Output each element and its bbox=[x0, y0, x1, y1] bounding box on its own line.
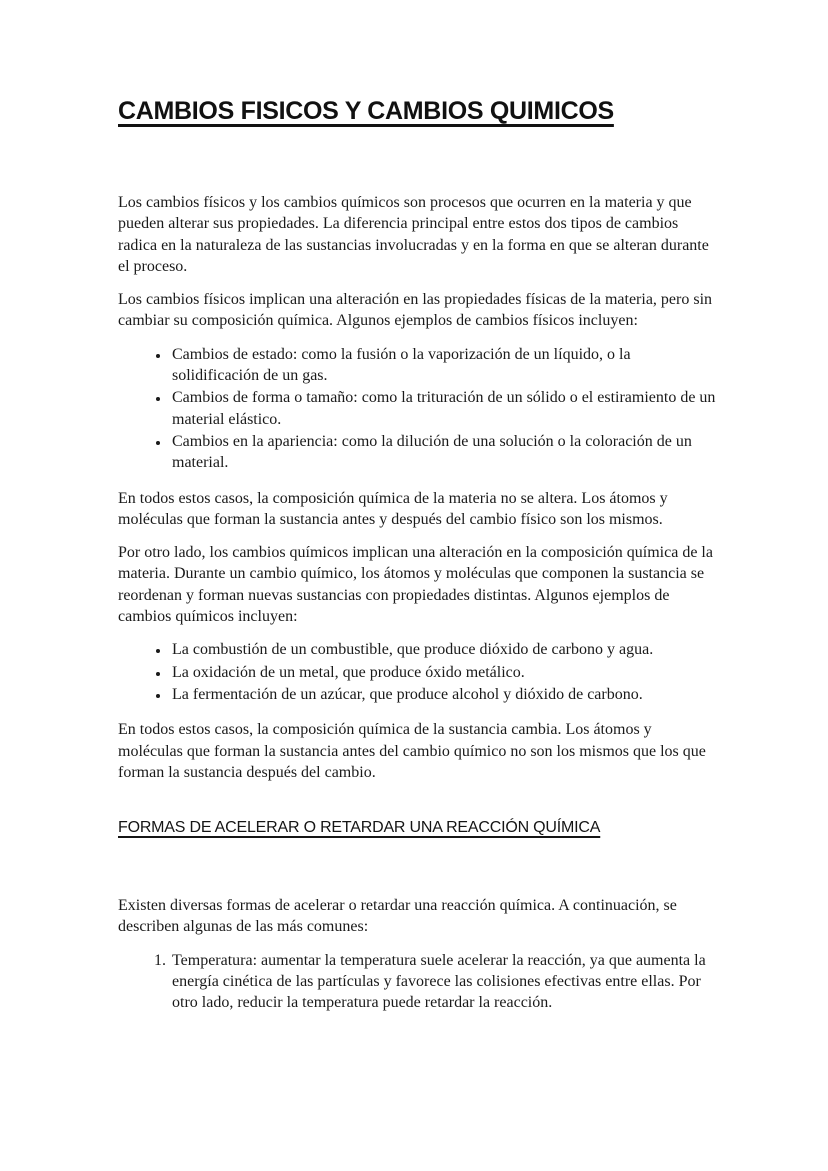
chemical-changes-paragraph: Por otro lado, los cambios químicos implican una alteración en la composición química de la materia. Durante un cambio químico, los átomos y moléculas que componen la sustancia se reordenan y forman nuevas sustancias con propiedades distintas. Algunos ejemplos de cambios químicos incluyen: bbox=[118, 544, 713, 626]
reaction-factors-list bbox=[118, 950, 716, 1014]
intro-paragraph: Los cambios físicos y los cambios químicos son procesos que ocurren en la materia y que pueden alterar sus propiedades. La diferencia principal entre estos dos tipos de cambios radica en la naturaleza de las sustancias involucradas y en la forma en que se alteran durante el proceso. bbox=[118, 194, 709, 275]
list-item: • Cambios de estado: como la fusión o la vaporización de un líquido, o la solidificación de un gas. bbox=[170, 344, 716, 387]
section-intro-paragraph: Existen diversas formas de acelerar o retardar una reacción química. A continuación, se describen algunas de las más comunes: bbox=[118, 897, 677, 936]
list-item: 1. Temperatura: aumentar la temperatura suele acelerar la reacción, ya que aumenta la energía cinética de las partículas y favorece las colisiones efectivas entre ellas. Por otro lado, reducir la temperatura puede retardar la reacción. bbox=[170, 950, 716, 1014]
list-item: • La combustión de un combustible, que produce dióxido de carbono y agua. bbox=[170, 639, 716, 660]
chemical-conclusion-paragraph: En todos estos casos, la composición química de la sustancia cambia. Los átomos y moléculas que forman la sustancia antes del cambio químico no son los mismos que los que forman la sustancia después del cambio. bbox=[118, 721, 706, 781]
document-title: CAMBIOS FISICOS Y CAMBIOS QUIMICOS bbox=[118, 97, 614, 125]
list-item: • Cambios en la apariencia: como la dilución de una solución o la coloración de un material. bbox=[170, 431, 716, 474]
list-item: • La oxidación de un metal, que produce óxido metálico. bbox=[170, 662, 716, 683]
physical-changes-paragraph: Los cambios físicos implican una alteración en las propiedades físicas de la materia, pero sin cambiar su composición química. Algunos ejemplos de cambios físicos incluyen: bbox=[118, 291, 713, 330]
section-heading: FORMAS DE ACELERAR O RETARDAR UNA REACCIÓN QUÍMICA bbox=[118, 819, 601, 837]
list-item: • La fermentación de un azúcar, que produce alcohol y dióxido de carbono. bbox=[170, 684, 716, 705]
physical-examples-list bbox=[118, 344, 716, 474]
physical-conclusion-paragraph: En todos estos casos, la composición química de la materia no se altera. Los átomos y moléculas que forman la sustancia antes y después del cambio físico son los mismos. bbox=[118, 489, 668, 528]
list-item: • Cambios de forma o tamaño: como la trituración de un sólido o el estiramiento de un material elástico. bbox=[170, 387, 716, 430]
chemical-examples-list bbox=[118, 639, 716, 705]
